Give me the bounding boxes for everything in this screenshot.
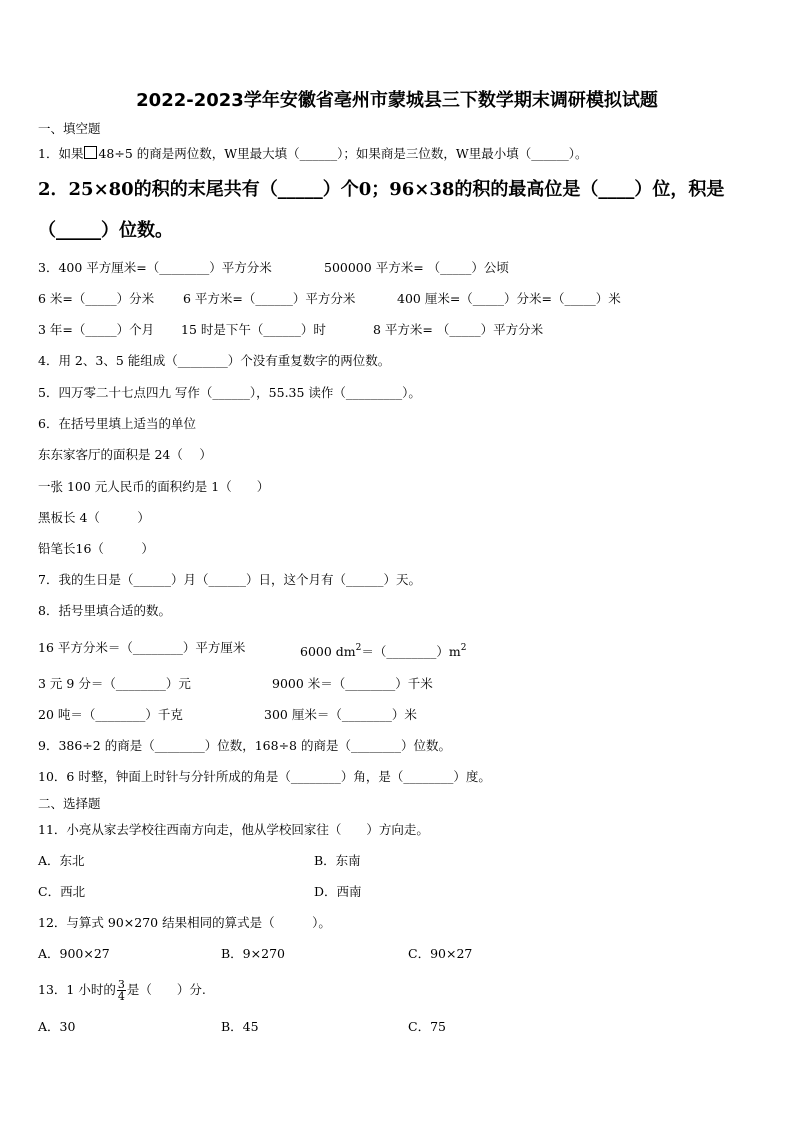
question-11-stem: 11．小亮从家去学校往西南方向走，他从学校回家往（ ）方向走。 bbox=[38, 822, 429, 837]
q8-item: 300 厘米＝（________）米 bbox=[264, 707, 417, 722]
q8-item: 16 平方分米＝（________）平方厘米 bbox=[38, 640, 246, 655]
question-6-item: 东东家客厅的面积是 24（ ） bbox=[38, 447, 212, 462]
question-9: 9．386÷2 的商是（________）位数，168÷8 的商是（________）位数。 bbox=[38, 738, 451, 753]
superscript: 2 bbox=[460, 643, 467, 653]
option: C．75 bbox=[408, 1019, 446, 1034]
superscript: 2 bbox=[355, 643, 362, 653]
q3-item: 3 年=（_____）个月 bbox=[38, 322, 155, 337]
question-1-text: 48÷5 的商是两位数，W里最大填（______）；如果商是三位数，W里最小填（______）。 bbox=[98, 146, 588, 161]
question-3-row-1 bbox=[38, 260, 509, 276]
option: B．东南 bbox=[314, 853, 361, 868]
option: A．30 bbox=[38, 1019, 76, 1034]
q13-text: 是（ ）分. bbox=[126, 982, 206, 997]
question-1 bbox=[38, 146, 587, 162]
question-8-row-1 bbox=[38, 640, 467, 659]
question-5: 5．四万零二十七点四九 写作（______），55.35 读作（_________）。 bbox=[38, 385, 421, 400]
question-6-item: 一张 100 元人民币的面积约是 1（ ） bbox=[38, 479, 270, 494]
option: B．45 bbox=[221, 1019, 259, 1034]
q3-item: 400 厘米=（_____）分米=（_____）米 bbox=[397, 291, 621, 306]
option: A．900×27 bbox=[38, 946, 110, 961]
question-3-row-2 bbox=[38, 291, 621, 307]
question-12-options bbox=[38, 946, 473, 962]
question-2-line-1: 2．25×80的积的末尾共有（_____）个0；96×38的积的最高位是（____）位，积是 bbox=[38, 179, 725, 200]
option: A．东北 bbox=[38, 853, 85, 868]
fraction-denominator: 4 bbox=[117, 990, 125, 1003]
page-title: 2022-2023学年安徽省亳州市蒙城县三下数学期末调研模拟试题 bbox=[136, 90, 658, 111]
section-fill-blank-heading: 一、填空题 bbox=[38, 121, 101, 136]
q8-item: 9000 米＝（________）千米 bbox=[272, 676, 433, 691]
question-6-item: 铅笔长16（ ） bbox=[38, 541, 154, 556]
question-11-options-row-2 bbox=[38, 884, 362, 900]
blank-square-icon bbox=[84, 146, 97, 159]
q8-text: ＝（________）m bbox=[361, 644, 461, 659]
q3-item: 8 平方米= （_____）平方分米 bbox=[373, 322, 544, 337]
q13-text: 13．1 小时的 bbox=[38, 982, 116, 997]
fraction-numerator: 3 bbox=[117, 978, 125, 991]
question-8-row-2 bbox=[38, 676, 433, 692]
q8-item-volume bbox=[300, 640, 466, 660]
question-6-item: 黑板长 4（ ） bbox=[38, 510, 150, 525]
q8-text: 6000 dm bbox=[300, 644, 356, 659]
q3-item: 500000 平方米= （_____）公顷 bbox=[324, 260, 509, 275]
q3-item: 3．400 平方厘米=（________）平方分米 bbox=[38, 260, 272, 275]
q3-item: 15 时是下午（______）时 bbox=[181, 322, 326, 337]
q3-item: 6 平方米=（______）平方分米 bbox=[183, 291, 356, 306]
question-8-stem: 8．括号里填合适的数。 bbox=[38, 603, 171, 618]
option: D．西南 bbox=[314, 884, 362, 899]
option: B．9×270 bbox=[221, 946, 285, 961]
section-choice-heading: 二、选择题 bbox=[38, 796, 101, 811]
question-13-stem bbox=[38, 977, 206, 1003]
question-13-options bbox=[38, 1019, 446, 1035]
question-8-row-3 bbox=[38, 707, 417, 723]
question-10: 10．6 时整，钟面上时针与分针所成的角是（________）角，是（________）度。 bbox=[38, 769, 491, 784]
option: C．90×27 bbox=[408, 946, 473, 961]
q8-item: 20 吨＝（________）千克 bbox=[38, 707, 183, 722]
question-4: 4．用 2、3、5 能组成（________）个没有重复数字的两位数。 bbox=[38, 353, 391, 368]
q8-item: 3 元 9 分＝（________）元 bbox=[38, 676, 191, 691]
question-3-row-3 bbox=[38, 322, 544, 338]
question-11-options-row-1 bbox=[38, 853, 361, 869]
question-7: 7．我的生日是（______）月（______）日，这个月有（______）天。 bbox=[38, 572, 421, 587]
question-12-stem: 12．与算式 90×270 结果相同的算式是（ ）。 bbox=[38, 915, 331, 930]
question-6-stem: 6．在括号里填上适当的单位 bbox=[38, 416, 196, 431]
option: C．西北 bbox=[38, 884, 86, 899]
question-2-line-2: （_____）位数。 bbox=[38, 220, 173, 241]
question-1-prefix: 1．如果 bbox=[38, 146, 84, 161]
fraction bbox=[117, 979, 126, 1002]
q3-item: 6 米=（_____）分米 bbox=[38, 291, 155, 306]
